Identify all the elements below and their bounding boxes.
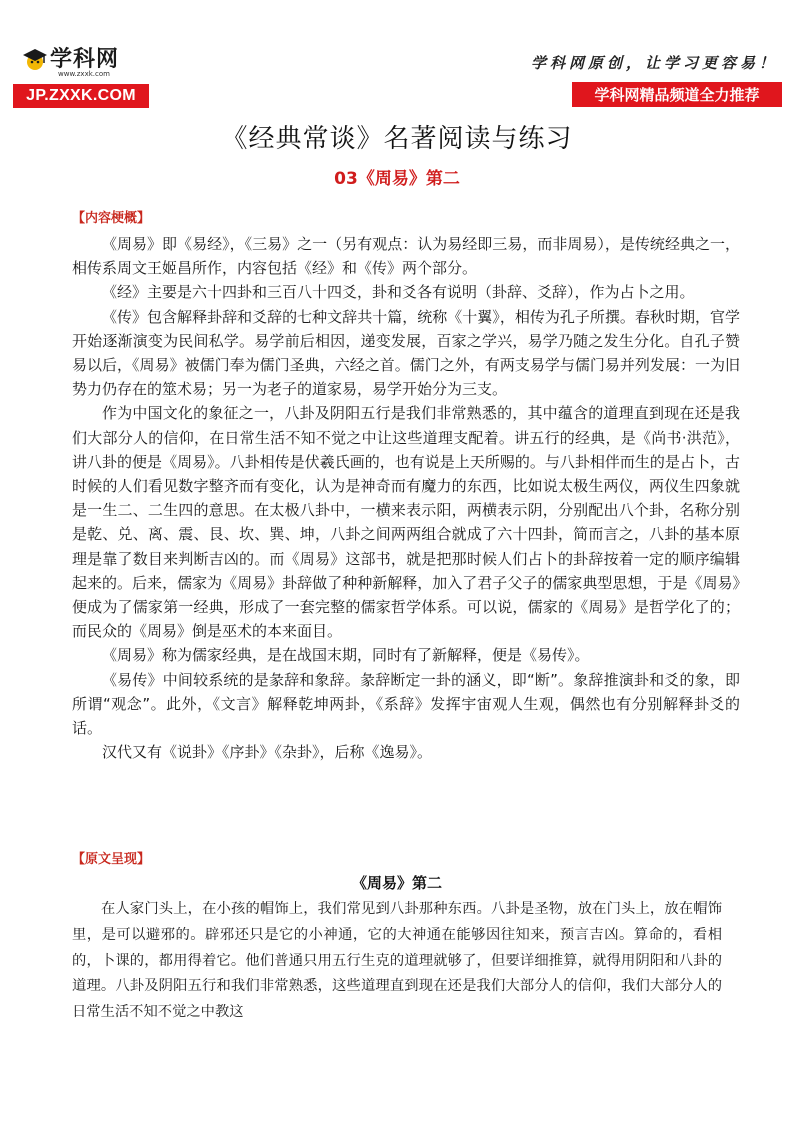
summary-paragraph: 作为中国文化的象征之一，八卦及阴阳五行是我们非常熟悉的，其中蕴含的道理直到现在还是我们大部分人的信仰，在日常生活不知不觉之中让这些道理支配着。讲五行的经典，是《尚书·洪范》，讲八卦的便是《周易》。八卦相传是伏羲氏画的，也有说是上天所赐的。与八卦相伴而生的是占卜，古时候的人们看见数字整齐而有变化，认为是神奇而有魔力的东西，比如说太极生两仪，两仪生四象就是一生二、二生四的意思。在太极八卦中，一横来表示阳，两横表示阴，分别配出八个卦，名称分别是乾、兑、离、震、艮、坎、巽、坤，八卦之间两两组合就成了六十四卦，简而言之，八卦的基本原理是靠了数目来判断吉凶的。而《周易》这部书，就是把那时候人们占卜的卦辞按着一定的顺序编辑起来的。后来，儒家为《周易》卦辞做了种种新解释，加入了君子父子的儒家典型思想，于是《周易》便成为了儒家第一经典，形成了一套完整的儒家哲学体系。可以说，儒家的《周易》是哲学化了的；而民众的《周易》倒是巫术的本来面目。: [72, 404, 740, 641]
summary-paragraph: 汉代又有《说卦》《序卦》《杂卦》，后称《逸易》。: [102, 743, 433, 762]
promo-banner: 学科网精品频道全力推荐: [572, 82, 782, 107]
logo-url: www.zxxk.com: [58, 70, 110, 78]
page-header: [0, 0, 794, 112]
summary-paragraph: 《周易》称为儒家经典，是在战国末期，同时有了新解释，便是《易传》。: [102, 646, 590, 665]
summary-paragraph: 《易传》中间较系统的是彖辞和象辞。彖辞断定一卦的涵义，即“断”。象辞推演卦和爻的象，即所谓“观念”。此外，《文言》解释乾坤两卦，《系辞》发挥宇宙观人生观，偶然也有分别解释卦爻的话。: [72, 670, 740, 738]
summary-paragraph: 《周易》即《易经》，《三易》之一（另有观点：认为易经即三易，而非周易），是传统经典之一，相传系周文王姬昌所作，内容包括《经》和《传》两个部分。: [72, 235, 740, 278]
logo-banner: JP.ZXXK.COM: [13, 84, 149, 108]
summary-paragraph: 《经》主要是六十四卦和三百八十四爻，卦和爻各有说明（卦辞、爻辞），作为占卜之用。: [102, 283, 695, 302]
document-title: 《经典常谈》名著阅读与练习: [221, 124, 573, 154]
summary-body: [72, 232, 740, 764]
graduation-cap-logo-icon: [22, 46, 48, 72]
original-paragraph: 在人家门头上，在小孩的帽饰上，我们常见到八卦那种东西。八卦是圣物，放在门头上，放在帽饰里，是可以避邪的。辟邪还只是它的小神通，它的大神通在能够因往知来，预言吉凶。算命的，看相的，卜课的，都用得着它。他们普通只用五行生克的道理就够了，但要详细推算，就得用阴阳和八卦的道理。八卦及阴阳五行和我们非常熟悉，这些道理直到现在还是我们大部分人的信仰，我们大部分人的日常生活不知不觉之中教这: [72, 901, 722, 1021]
summary-paragraph: 《传》包含解释卦辞和爻辞的七种文辞共十篇，统称《十翼》，相传为孔子所撰。春秋时期，官学开始逐渐演变为民间私学。易学前后相因，递变发展，百家之学兴，易学乃随之发生分化。自孔子赞易以后，《周易》被儒门奉为儒门圣典，六经之首。儒门之外，有两支易学与儒门易并列发展：一为旧势力仍存在的筮术易；另一为老子的道家易，易学开始分为三支。: [72, 307, 740, 399]
logo-name: 学科网: [50, 47, 120, 72]
original-title: 《周易》第二: [351, 874, 442, 892]
slogan: 学科网原创，让学习更容易！: [530, 54, 778, 72]
document-subtitle: 03《周易》第二: [334, 169, 460, 189]
original-body: [72, 897, 722, 1026]
summary-label: 【内容梗概】: [72, 211, 151, 226]
original-label: 【原文呈现】: [72, 852, 151, 867]
